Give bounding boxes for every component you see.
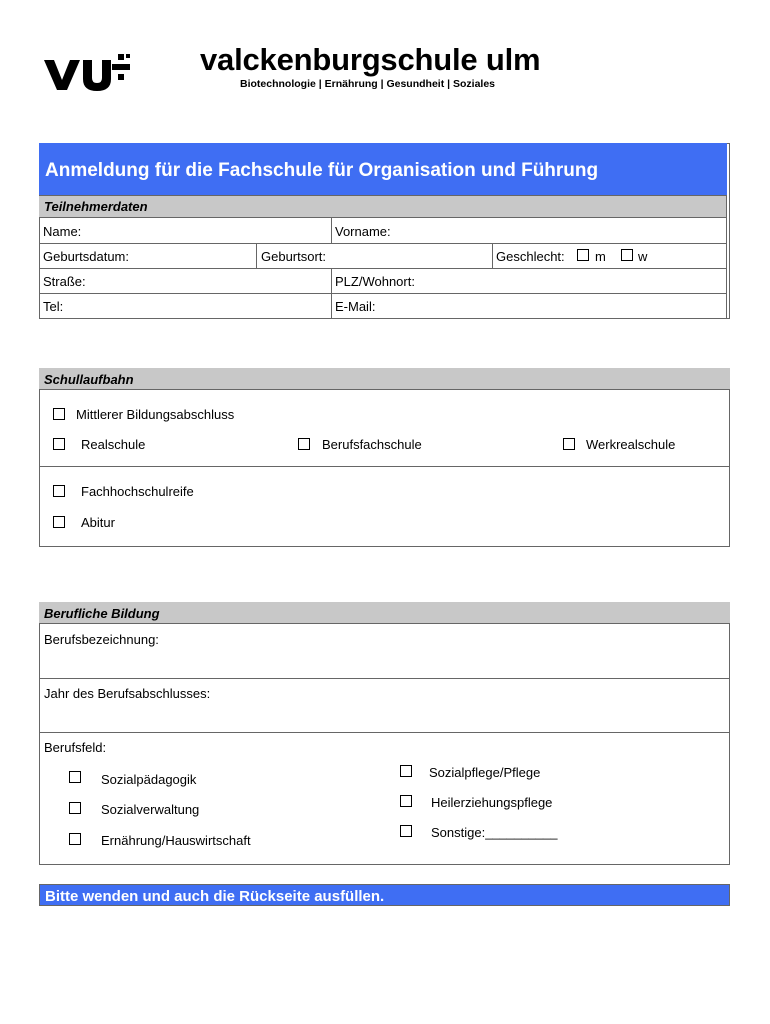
berufsfachschule-checkbox[interactable] bbox=[298, 438, 310, 450]
geschlecht-label: Geschlecht: bbox=[496, 249, 565, 264]
werkrealschule-label: Werkrealschule bbox=[586, 437, 676, 452]
geschlecht-w-checkbox[interactable] bbox=[621, 249, 633, 261]
mittlerer-bildungsabschluss-label: Mittlerer Bildungsabschluss bbox=[76, 407, 235, 422]
berufsbezeichnung-field[interactable]: Berufsbezeichnung: bbox=[44, 632, 159, 647]
sozialpaedagogik-checkbox[interactable] bbox=[69, 771, 81, 783]
name-field[interactable]: Name: bbox=[43, 224, 82, 239]
school-subtitle: Biotechnologie | Ernährung | Gesundheit | Soziales bbox=[240, 78, 496, 90]
email-field[interactable]: E-Mail: bbox=[335, 299, 376, 314]
sonstige-checkbox[interactable] bbox=[400, 825, 412, 837]
realschule-label: Realschule bbox=[81, 437, 146, 452]
sozialverwaltung-checkbox[interactable] bbox=[69, 802, 81, 814]
geburtsdatum-field[interactable]: Geburtsdatum: bbox=[43, 249, 129, 264]
abitur-label: Abitur bbox=[81, 515, 115, 530]
schullaufbahn-heading: Schullaufbahn bbox=[39, 368, 730, 390]
realschule-checkbox[interactable] bbox=[53, 438, 65, 450]
sozialpflege-label: Sozialpflege/Pflege bbox=[429, 765, 541, 780]
werkrealschule-checkbox[interactable] bbox=[563, 438, 575, 450]
fachhochschulreife-checkbox[interactable] bbox=[53, 485, 65, 497]
sonstige-field[interactable]: Sonstige:__________ bbox=[431, 825, 558, 840]
heilerziehungspflege-label: Heilerziehungspflege bbox=[431, 795, 553, 810]
geschlecht-w-label: w bbox=[638, 249, 648, 264]
plz-field[interactable]: PLZ/Wohnort: bbox=[335, 274, 415, 289]
berufsfeld-label: Berufsfeld: bbox=[44, 740, 107, 755]
fachhochschulreife-label: Fachhochschulreife bbox=[81, 484, 194, 499]
geschlecht-m-label: m bbox=[595, 249, 606, 264]
form-title: Anmeldung für die Fachschule für Organisation und Führung bbox=[39, 143, 727, 196]
heilerziehungspflege-checkbox[interactable] bbox=[400, 795, 412, 807]
school-name: valckenburgschule ulm bbox=[200, 42, 541, 77]
berufliche-bildung-heading: Berufliche Bildung bbox=[39, 602, 730, 624]
sozialpaedagogik-label: Sozialpädagogik bbox=[101, 772, 197, 787]
sozialverwaltung-label: Sozialverwaltung bbox=[101, 802, 200, 817]
ernaehrung-hauswirtschaft-checkbox[interactable] bbox=[69, 833, 81, 845]
teilnehmer-heading: Teilnehmerdaten bbox=[39, 196, 727, 218]
berufsabschluss-jahr-field[interactable]: Jahr des Berufsabschlusses: bbox=[44, 686, 211, 701]
mittlerer-bildungsabschluss-checkbox[interactable] bbox=[53, 408, 65, 420]
schullaufbahn-section bbox=[39, 368, 730, 547]
sozialpflege-checkbox[interactable] bbox=[400, 765, 412, 777]
strasse-field[interactable]: Straße: bbox=[43, 274, 86, 289]
vorname-field[interactable]: Vorname: bbox=[335, 224, 391, 239]
geburtsort-field[interactable]: Geburtsort: bbox=[261, 249, 327, 264]
tel-field[interactable]: Tel: bbox=[43, 299, 64, 314]
footer-note: Bitte wenden und auch die Rückseite ausfüllen. bbox=[39, 884, 730, 906]
geschlecht-m-checkbox[interactable] bbox=[577, 249, 589, 261]
berufsfachschule-label: Berufsfachschule bbox=[322, 437, 422, 452]
ernaehrung-hauswirtschaft-label: Ernährung/Hauswirtschaft bbox=[101, 833, 251, 848]
abitur-checkbox[interactable] bbox=[53, 516, 65, 528]
school-logo bbox=[40, 44, 140, 94]
